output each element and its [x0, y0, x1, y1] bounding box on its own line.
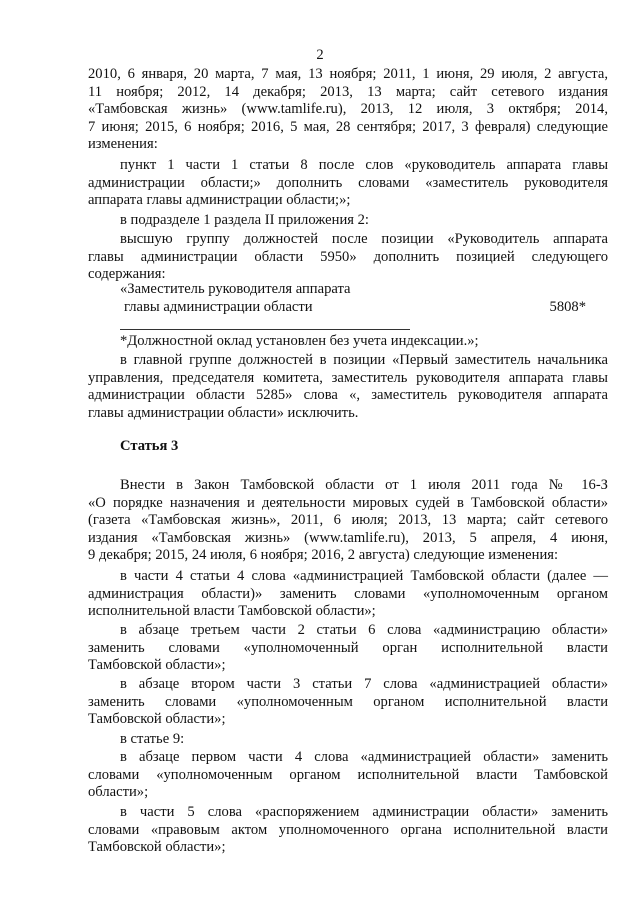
article-3-item-3 — [88, 676, 608, 729]
article-3-item-6 — [88, 804, 608, 857]
article-3-item-1 — [88, 568, 608, 621]
article-3-item-5 — [88, 749, 608, 802]
text-line: в абзаце первом части 4 слова «администрацией области» заменить — [120, 749, 608, 765]
text-line: Тамбовской области»; — [88, 711, 226, 728]
text-line: аппарата главы администрации области;»; — [88, 192, 351, 209]
text-line: 9 декабря; 2015, 24 июля, 6 ноября; 2016, 2 августа) следующие изменения: — [88, 547, 559, 564]
text-line: администрации области 5285» слова «, заместитель руководителя аппарата — [88, 387, 608, 404]
text-line: 2010, 6 января, 20 марта, 7 мая, 13 ноября; 2011, 1 июня, 29 июля, 2 августа, — [88, 66, 608, 82]
text-line: *Должностной оклад установлен без учета индексации.»; — [120, 333, 479, 349]
article-3-intro — [88, 477, 608, 565]
text-line: словами «правовым актом уполномоченного органа исполнительной власти — [88, 821, 608, 838]
text-line: «Тамбовская жизнь» (www.tamlife.ru), 2013, 12 июля, 3 октября; 2014, — [88, 101, 608, 118]
text-line: управления, председателя комитета, заместитель руководителя аппарата главы — [88, 369, 608, 386]
text-line: исполнительной власти Тамбовской области»; — [88, 603, 376, 620]
text-line: администрация области)» заменить словами «уполномоченным органом — [88, 585, 608, 602]
item-1 — [88, 157, 608, 210]
text-line: Тамбовской области»; — [88, 657, 226, 674]
item-4 — [88, 352, 608, 422]
text-line: главы администрации области 5950» дополнить позицией следующего — [88, 248, 608, 265]
article-3-item-4 — [88, 731, 608, 749]
article-3-item-2 — [88, 622, 608, 675]
position-title: «Заместитель руководителя аппарата — [120, 281, 351, 297]
text-line: (газета «Тамбовская жизнь», 2011, 6 июля; 2013, 13 марта; сайт сетевого — [88, 512, 608, 529]
footnote — [88, 333, 608, 351]
text-line: словами «уполномоченным органом исполнительной власти Тамбовской — [88, 766, 608, 783]
text-line: высшую группу должностей после позиции «Руководитель аппарата — [120, 231, 608, 247]
item-3 — [88, 231, 608, 284]
position-salary: 5808* — [549, 298, 586, 315]
text-line: в абзаце втором части 3 статьи 7 слова «администрацией области» — [120, 676, 608, 692]
text-line: администрации области;» дополнить словами «заместитель руководителя — [88, 174, 608, 191]
text-line: Тамбовской области»; — [88, 839, 226, 856]
text-line: издания «Тамбовская жизнь» (www.tamlife.ru), 2013, 5 апреля, 4 июня, — [88, 529, 608, 546]
position-title-continued: главы администрации области — [124, 298, 313, 315]
text-line: «О порядке назначения и деятельности мировых судей в Тамбовской области» — [88, 494, 608, 511]
text-line: заменить словами «уполномоченным органом исполнительной власти — [88, 693, 608, 710]
item-2 — [88, 212, 608, 230]
footnote-divider — [120, 329, 410, 330]
text-line: в части 5 слова «распоряжением администрации области» заменить — [120, 804, 608, 820]
text-line: изменения: — [88, 136, 158, 153]
text-line: в абзаце третьем части 2 статьи 6 слова «администрацию области» — [120, 622, 608, 638]
text-line: главы администрации области» исключить. — [88, 404, 359, 421]
text-line: в главной группе должностей в позиции «Первый заместитель начальника — [120, 352, 608, 368]
text-line: 11 ноября; 2012, 14 декабря; 2013, 13 марта; сайт сетевого издания — [88, 83, 608, 100]
text-line: области»; — [88, 784, 149, 801]
text-line: содержания: — [88, 266, 166, 283]
intro-paragraph — [88, 66, 608, 154]
position-entry — [88, 281, 608, 316]
text-line: 7 июня; 2015, 6 ноября; 2016, 5 мая, 28 сентября; 2017, 3 февраля) следующие — [88, 118, 608, 135]
text-line: в подразделе 1 раздела II приложения 2: — [120, 212, 369, 228]
text-line: заменить словами «уполномоченный орган исполнительной власти — [88, 639, 608, 656]
article-heading — [88, 438, 608, 456]
text-line: в статье 9: — [120, 731, 185, 747]
text-line: в части 4 статьи 4 слова «администрацией Тамбовской области (далее — — [120, 568, 608, 584]
page-number: 2 — [316, 47, 324, 63]
article-title: Статья 3 — [120, 438, 179, 454]
text-line: пункт 1 части 1 статьи 8 после слов «руководитель аппарата главы — [120, 157, 608, 173]
text-line: Внести в Закон Тамбовской области от 1 июля 2011 года № 16-З — [120, 477, 608, 493]
